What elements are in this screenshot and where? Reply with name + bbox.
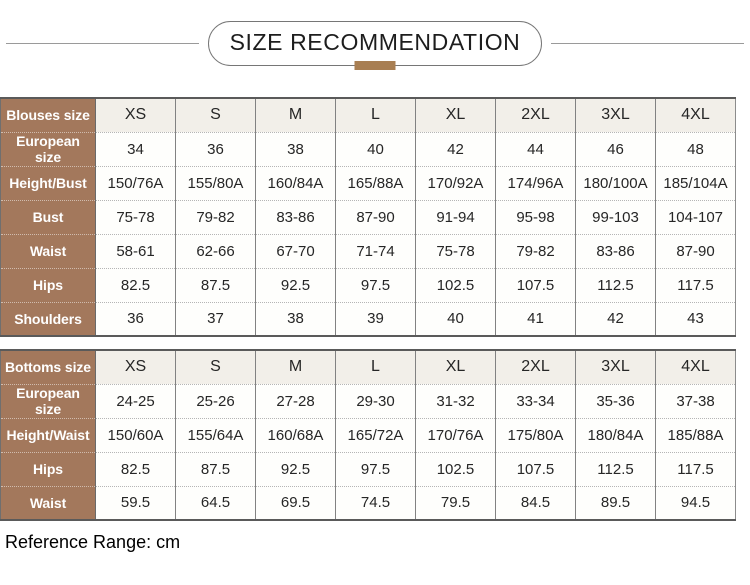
measurement-row [1, 384, 736, 418]
size-value-cell: 75-78 [416, 234, 496, 268]
size-value-cell: 42 [576, 302, 656, 336]
size-value-cell: 112.5 [576, 452, 656, 486]
size-value-cell: 64.5 [176, 486, 256, 520]
row-label-cell: Hips [1, 452, 96, 486]
size-value-cell: 62-66 [176, 234, 256, 268]
size-column-header: 4XL [656, 350, 736, 384]
size-column-header: M [256, 350, 336, 384]
size-value-cell: 71-74 [336, 234, 416, 268]
size-value-cell: 40 [336, 132, 416, 166]
title-accent-tab [354, 61, 395, 70]
size-column-header: XL [416, 98, 496, 132]
size-value-cell: 180/84A [576, 418, 656, 452]
size-value-cell: 107.5 [496, 268, 576, 302]
size-value-cell: 117.5 [656, 268, 736, 302]
size-value-cell: 174/96A [496, 166, 576, 200]
size-value-cell: 33-34 [496, 384, 576, 418]
size-value-cell: 37 [176, 302, 256, 336]
size-header-row [1, 98, 736, 132]
measurement-row [1, 268, 736, 302]
size-value-cell: 160/68A [256, 418, 336, 452]
size-column-header: L [336, 350, 416, 384]
size-value-cell: 29-30 [336, 384, 416, 418]
measurement-row [1, 418, 736, 452]
size-value-cell: 170/92A [416, 166, 496, 200]
size-value-cell: 24-25 [96, 384, 176, 418]
size-value-cell: 74.5 [336, 486, 416, 520]
size-value-cell: 35-36 [576, 384, 656, 418]
size-value-cell: 92.5 [256, 268, 336, 302]
size-value-cell: 117.5 [656, 452, 736, 486]
size-value-cell: 102.5 [416, 268, 496, 302]
row-label-cell: Hips [1, 268, 96, 302]
size-value-cell: 87.5 [176, 268, 256, 302]
row-label-cell: European size [1, 384, 96, 418]
size-value-cell: 38 [256, 132, 336, 166]
row-label-cell: Height/Waist [1, 418, 96, 452]
size-value-cell: 87-90 [656, 234, 736, 268]
size-column-header: 2XL [496, 350, 576, 384]
size-value-cell: 34 [96, 132, 176, 166]
size-value-cell: 97.5 [336, 452, 416, 486]
size-value-cell: 36 [96, 302, 176, 336]
row-label-cell: Waist [1, 486, 96, 520]
size-value-cell: 95-98 [496, 200, 576, 234]
size-column-header: XS [96, 98, 176, 132]
size-value-cell: 58-61 [96, 234, 176, 268]
size-value-cell: 99-103 [576, 200, 656, 234]
size-value-cell: 25-26 [176, 384, 256, 418]
size-value-cell: 79-82 [176, 200, 256, 234]
size-value-cell: 87.5 [176, 452, 256, 486]
size-value-cell: 170/76A [416, 418, 496, 452]
size-value-cell: 38 [256, 302, 336, 336]
table-title-cell: Bottoms size [1, 350, 96, 384]
table-title-cell: Blouses size [1, 98, 96, 132]
size-value-cell: 155/64A [176, 418, 256, 452]
blouses-size-table [0, 97, 736, 337]
size-value-cell: 40 [416, 302, 496, 336]
size-column-header: 2XL [496, 98, 576, 132]
row-label-cell: Waist [1, 234, 96, 268]
size-column-header: S [176, 350, 256, 384]
size-value-cell: 67-70 [256, 234, 336, 268]
size-value-cell: 82.5 [96, 268, 176, 302]
size-header-row [1, 350, 736, 384]
size-value-cell: 79.5 [416, 486, 496, 520]
header-left-line [6, 43, 199, 44]
size-value-cell: 104-107 [656, 200, 736, 234]
size-value-cell: 185/88A [656, 418, 736, 452]
size-value-cell: 175/80A [496, 418, 576, 452]
size-value-cell: 94.5 [656, 486, 736, 520]
size-value-cell: 36 [176, 132, 256, 166]
measurement-row [1, 132, 736, 166]
size-value-cell: 39 [336, 302, 416, 336]
size-column-header: L [336, 98, 416, 132]
size-value-cell: 180/100A [576, 166, 656, 200]
row-label-cell: Shoulders [1, 302, 96, 336]
size-value-cell: 75-78 [96, 200, 176, 234]
size-value-cell: 41 [496, 302, 576, 336]
measurement-row [1, 486, 736, 520]
row-label-cell: Height/Bust [1, 166, 96, 200]
size-value-cell: 165/72A [336, 418, 416, 452]
size-value-cell: 79-82 [496, 234, 576, 268]
size-column-header: S [176, 98, 256, 132]
size-value-cell: 83-86 [576, 234, 656, 268]
header-right-line [551, 43, 744, 44]
reference-range-note: Reference Range: cm [5, 532, 181, 552]
measurement-row [1, 200, 736, 234]
row-label-cell: European size [1, 132, 96, 166]
size-value-cell: 165/88A [336, 166, 416, 200]
size-column-header: 3XL [576, 98, 656, 132]
size-value-cell: 87-90 [336, 200, 416, 234]
size-value-cell: 84.5 [496, 486, 576, 520]
size-column-header: XS [96, 350, 176, 384]
title-box [208, 21, 543, 66]
size-value-cell: 37-38 [656, 384, 736, 418]
size-value-cell: 31-32 [416, 384, 496, 418]
page-title: SIZE RECOMMENDATION [229, 29, 521, 55]
size-value-cell: 59.5 [96, 486, 176, 520]
page-header [0, 0, 750, 66]
size-value-cell: 92.5 [256, 452, 336, 486]
size-value-cell: 43 [656, 302, 736, 336]
measurement-row [1, 166, 736, 200]
size-value-cell: 112.5 [576, 268, 656, 302]
size-column-header: M [256, 98, 336, 132]
row-label-cell: Bust [1, 200, 96, 234]
size-column-header: 3XL [576, 350, 656, 384]
size-value-cell: 83-86 [256, 200, 336, 234]
size-value-cell: 44 [496, 132, 576, 166]
size-value-cell: 107.5 [496, 452, 576, 486]
size-value-cell: 150/60A [96, 418, 176, 452]
size-value-cell: 48 [656, 132, 736, 166]
measurement-row [1, 234, 736, 268]
size-value-cell: 91-94 [416, 200, 496, 234]
size-value-cell: 97.5 [336, 268, 416, 302]
size-value-cell: 185/104A [656, 166, 736, 200]
size-column-header: 4XL [656, 98, 736, 132]
size-value-cell: 89.5 [576, 486, 656, 520]
size-value-cell: 42 [416, 132, 496, 166]
size-value-cell: 160/84A [256, 166, 336, 200]
size-value-cell: 69.5 [256, 486, 336, 520]
bottoms-size-table [0, 349, 736, 521]
size-value-cell: 82.5 [96, 452, 176, 486]
size-value-cell: 46 [576, 132, 656, 166]
size-value-cell: 27-28 [256, 384, 336, 418]
size-value-cell: 102.5 [416, 452, 496, 486]
size-column-header: XL [416, 350, 496, 384]
size-value-cell: 150/76A [96, 166, 176, 200]
measurement-row [1, 302, 736, 336]
size-value-cell: 155/80A [176, 166, 256, 200]
measurement-row [1, 452, 736, 486]
